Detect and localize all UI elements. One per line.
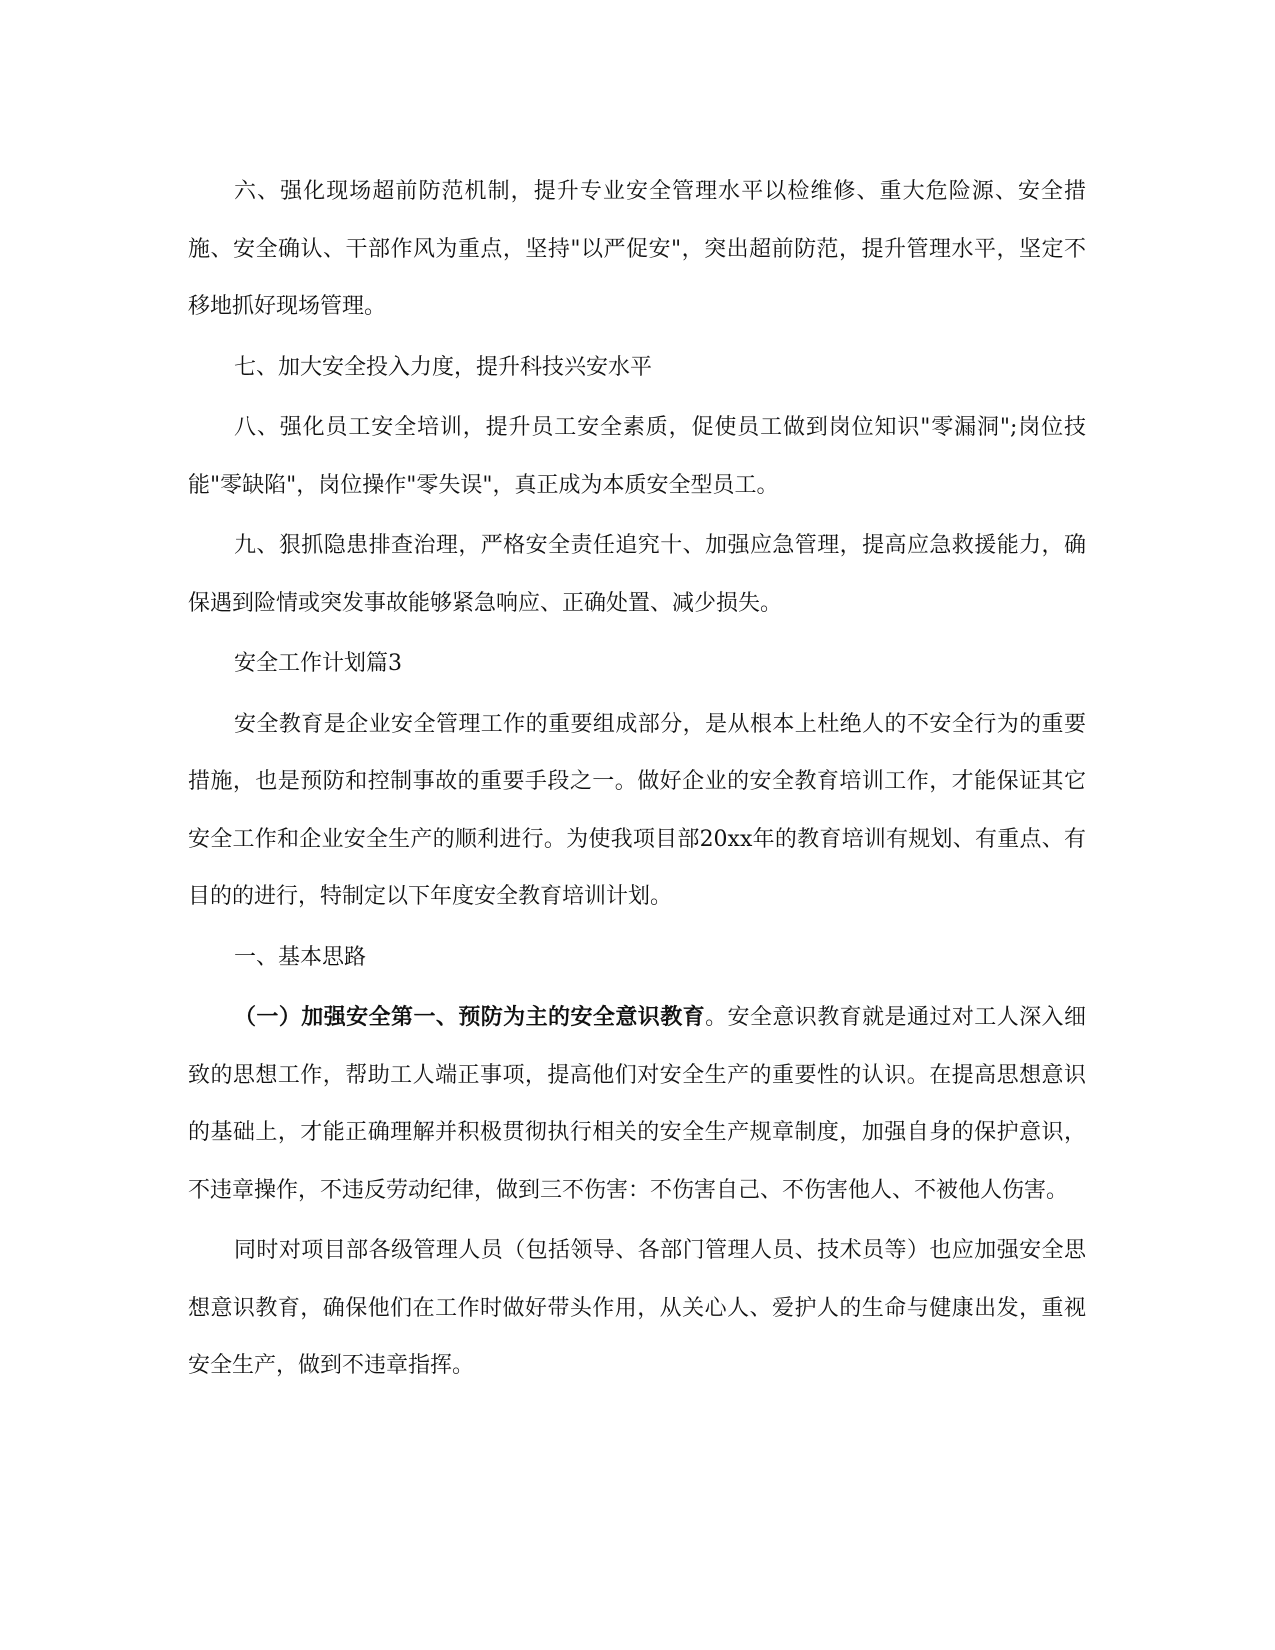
- section-heading: 安全工作计划篇3: [234, 651, 402, 676]
- paragraph-rest: 。安全意识教育就是通过对工人深入细致的思想工作，帮助工人端正事项，提高他们对安全生产的重要性的认识。在提高思想意识的基础上，才能正确理解并积极贯彻执行相关的安全生产规章制度，加强自身的保护意识，不违章操作，不违反劳动纪律，做到三不伤害：不伤害自己、不伤害他人、不被他人伤害。: [188, 1005, 1086, 1203]
- paragraph-6: 六、强化现场超前防范机制，提升专业安全管理水平以检维修、重大危险源、安全措施、安全确认、干部作风为重点，坚持"以严促安"，突出超前防范，提升管理水平，坚定不移地抓好现场管理。: [188, 179, 1086, 319]
- paragraph-9: 九、狠抓隐患排查治理，严格安全责任追究十、加强应急管理，提高应急救援能力，确保遇到险情或突发事故能够紧急响应、正确处置、减少损失。: [188, 533, 1086, 616]
- management-paragraph: 同时对项目部各级管理人员（包括领导、各部门管理人员、技术员等）也应加强安全思想意识教育，确保他们在工作时做好带头作用，从关心人、爱护人的生命与健康出发，重视安全生产，做到不违章指挥。: [188, 1238, 1086, 1378]
- intro-paragraph: 安全教育是企业安全管理工作的重要组成部分，是从根本上杜绝人的不安全行为的重要措施，也是预防和控制事故的重要手段之一。做好企业的安全教育培训工作，才能保证其它安全工作和企业安全生产的顺利进行。为使我项目部20xx年的教育培训有规划、有重点、有目的的进行，特制定以下年度安全教育培训计划。: [188, 711, 1086, 909]
- paragraph-8: 八、强化员工安全培训，提升员工安全素质，促使员工做到岗位知识"零漏洞";岗位技能"零缺陷"，岗位操作"零失误"，真正成为本质安全型员工。: [188, 415, 1086, 498]
- paragraph-7: 七、加大安全投入力度，提升科技兴安水平: [234, 354, 653, 380]
- safety-awareness-paragraph: [188, 989, 1086, 1219]
- bold-lead: （一）加强安全第一、预防为主的安全意识教育: [234, 1005, 706, 1030]
- document-body: [188, 163, 1086, 1395]
- subsection-heading: 一、基本思路: [234, 944, 367, 970]
